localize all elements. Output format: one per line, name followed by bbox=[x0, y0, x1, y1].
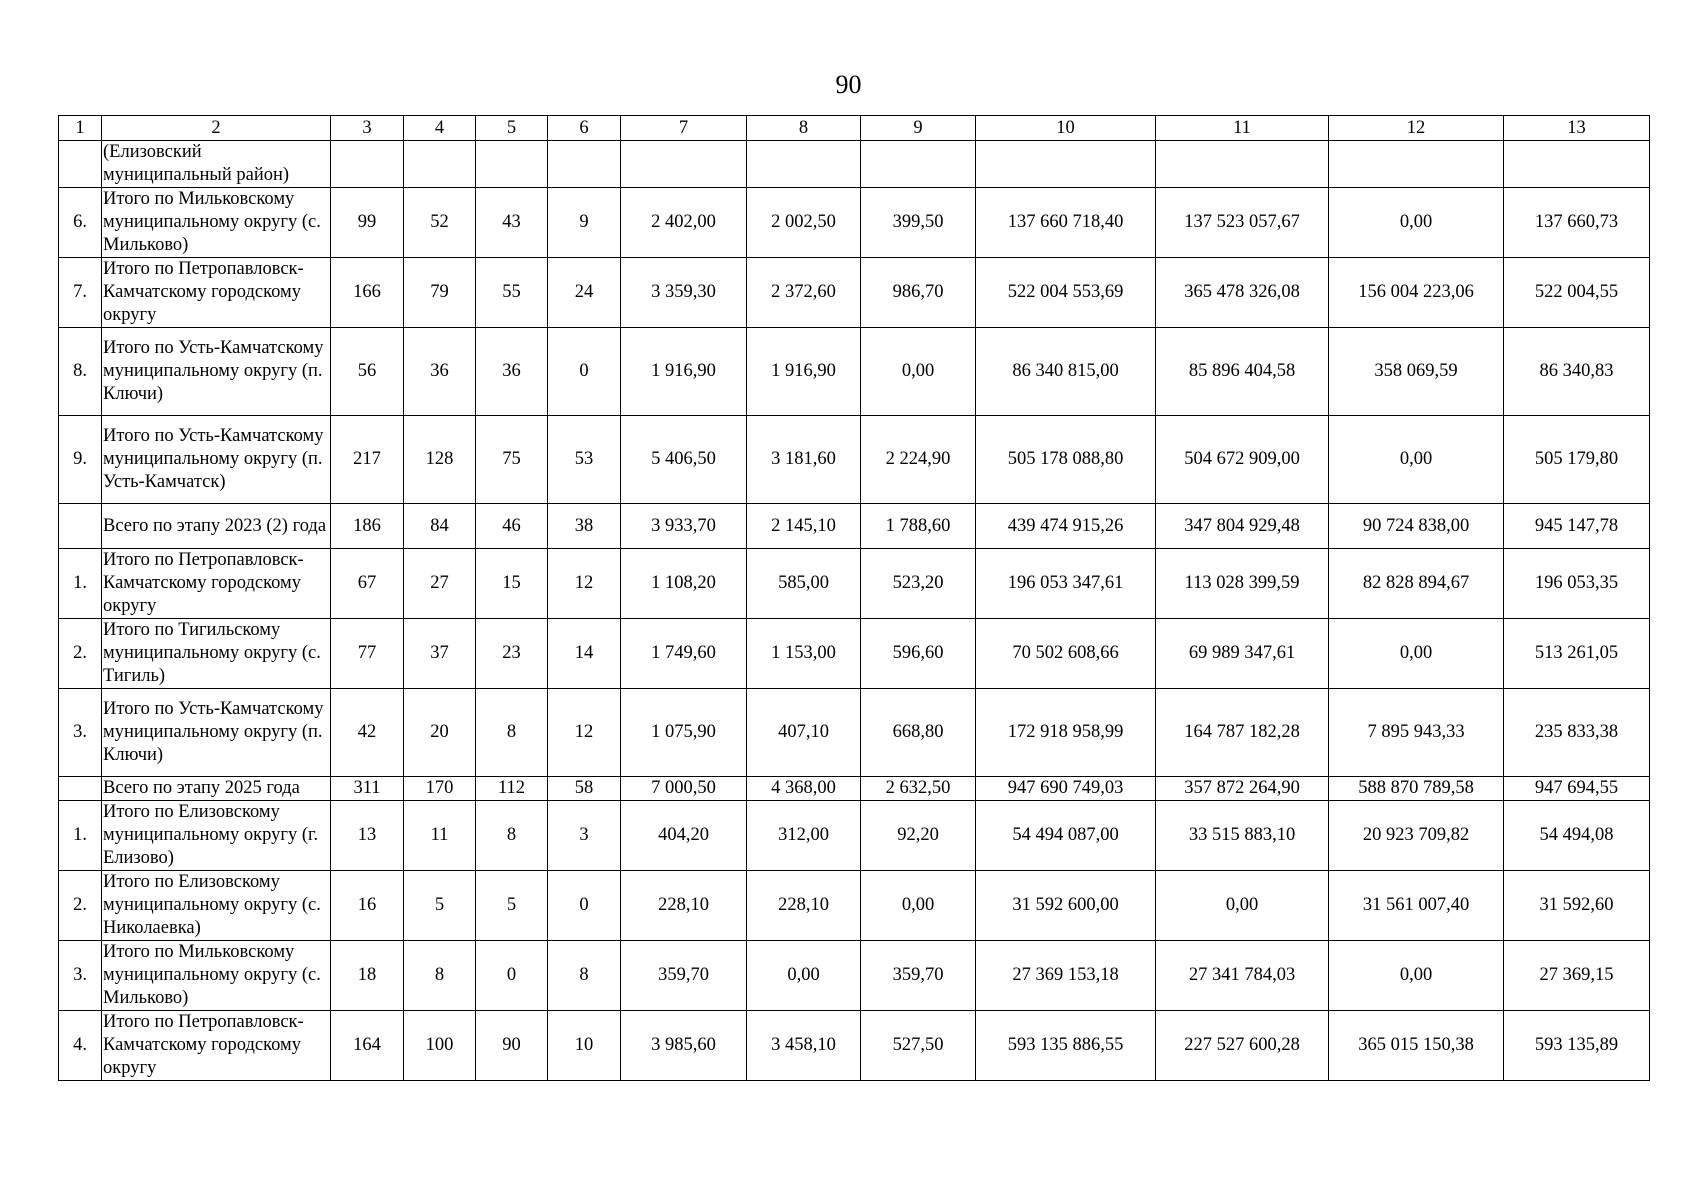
cell-col-7: 1 075,90 bbox=[621, 689, 747, 777]
table-row bbox=[59, 619, 1650, 689]
cell-col-11 bbox=[1156, 141, 1329, 188]
cell-col-4: 20 bbox=[404, 689, 476, 777]
cell-col-12: 0,00 bbox=[1329, 941, 1504, 1011]
cell-col-12: 0,00 bbox=[1329, 619, 1504, 689]
cell-col-8: 1 153,00 bbox=[747, 619, 861, 689]
row-name-cell: Итого по Мильковскому муниципальному округу (с. Мильково) bbox=[102, 188, 331, 258]
cell-col-4: 37 bbox=[404, 619, 476, 689]
cell-col-12: 156 004 223,06 bbox=[1329, 258, 1504, 328]
cell-col-3: 166 bbox=[331, 258, 404, 328]
row-name-cell: Всего по этапу 2023 (2) года bbox=[102, 504, 331, 549]
row-name-cell: (Елизовский муниципальный район) bbox=[102, 141, 331, 188]
cell-col-4: 79 bbox=[404, 258, 476, 328]
cell-col-3: 56 bbox=[331, 328, 404, 416]
cell-col-7: 404,20 bbox=[621, 801, 747, 871]
header-cell: 3 bbox=[331, 116, 404, 141]
cell-col-3: 42 bbox=[331, 689, 404, 777]
cell-col-9: 986,70 bbox=[861, 258, 976, 328]
cell-col-3: 311 bbox=[331, 777, 404, 801]
data-table bbox=[58, 115, 1650, 1081]
cell-col-13: 593 135,89 bbox=[1504, 1011, 1650, 1081]
row-number-cell: 3. bbox=[59, 689, 102, 777]
cell-col-9: 668,80 bbox=[861, 689, 976, 777]
table-row bbox=[59, 141, 1650, 188]
row-number-cell: 2. bbox=[59, 871, 102, 941]
cell-col-12: 588 870 789,58 bbox=[1329, 777, 1504, 801]
cell-col-5 bbox=[476, 141, 548, 188]
cell-col-4: 128 bbox=[404, 416, 476, 504]
row-number-cell: 3. bbox=[59, 941, 102, 1011]
cell-col-8: 2 372,60 bbox=[747, 258, 861, 328]
cell-col-8: 4 368,00 bbox=[747, 777, 861, 801]
cell-col-7: 3 985,60 bbox=[621, 1011, 747, 1081]
cell-col-13: 522 004,55 bbox=[1504, 258, 1650, 328]
cell-col-9: 0,00 bbox=[861, 328, 976, 416]
cell-col-6: 53 bbox=[548, 416, 621, 504]
table-row bbox=[59, 188, 1650, 258]
cell-col-8: 1 916,90 bbox=[747, 328, 861, 416]
cell-col-13: 945 147,78 bbox=[1504, 504, 1650, 549]
cell-col-5: 112 bbox=[476, 777, 548, 801]
cell-col-3: 16 bbox=[331, 871, 404, 941]
page-number: 90 bbox=[835, 70, 862, 99]
cell-col-7: 1 108,20 bbox=[621, 549, 747, 619]
cell-col-9: 359,70 bbox=[861, 941, 976, 1011]
row-number-cell: 1. bbox=[59, 549, 102, 619]
cell-col-9: 2 632,50 bbox=[861, 777, 976, 801]
header-cell: 9 bbox=[861, 116, 976, 141]
row-name-cell: Всего по этапу 2025 года bbox=[102, 777, 331, 801]
cell-col-5: 46 bbox=[476, 504, 548, 549]
cell-col-11: 0,00 bbox=[1156, 871, 1329, 941]
cell-col-8: 312,00 bbox=[747, 801, 861, 871]
row-name-cell: Итого по Петропавловск-Камчатскому городскому округу bbox=[102, 549, 331, 619]
cell-col-3: 217 bbox=[331, 416, 404, 504]
cell-col-12: 31 561 007,40 bbox=[1329, 871, 1504, 941]
cell-col-13 bbox=[1504, 141, 1650, 188]
cell-col-7: 3 359,30 bbox=[621, 258, 747, 328]
row-name-cell: Итого по Петропавловск-Камчатскому городскому округу bbox=[102, 1011, 331, 1081]
cell-col-11: 113 028 399,59 bbox=[1156, 549, 1329, 619]
cell-col-5: 90 bbox=[476, 1011, 548, 1081]
cell-col-8: 407,10 bbox=[747, 689, 861, 777]
cell-col-13: 27 369,15 bbox=[1504, 941, 1650, 1011]
cell-col-11: 357 872 264,90 bbox=[1156, 777, 1329, 801]
cell-col-12: 7 895 943,33 bbox=[1329, 689, 1504, 777]
table-row bbox=[59, 416, 1650, 504]
row-number-cell: 2. bbox=[59, 619, 102, 689]
cell-col-6: 3 bbox=[548, 801, 621, 871]
row-number-cell bbox=[59, 141, 102, 188]
cell-col-11: 137 523 057,67 bbox=[1156, 188, 1329, 258]
cell-col-11: 347 804 929,48 bbox=[1156, 504, 1329, 549]
cell-col-4: 100 bbox=[404, 1011, 476, 1081]
row-number-cell bbox=[59, 777, 102, 801]
cell-col-8: 3 181,60 bbox=[747, 416, 861, 504]
cell-col-12: 20 923 709,82 bbox=[1329, 801, 1504, 871]
cell-col-7: 1 916,90 bbox=[621, 328, 747, 416]
cell-col-3: 186 bbox=[331, 504, 404, 549]
table-row bbox=[59, 1011, 1650, 1081]
cell-col-13: 86 340,83 bbox=[1504, 328, 1650, 416]
cell-col-11: 33 515 883,10 bbox=[1156, 801, 1329, 871]
cell-col-3: 18 bbox=[331, 941, 404, 1011]
cell-col-13: 137 660,73 bbox=[1504, 188, 1650, 258]
cell-col-10: 137 660 718,40 bbox=[976, 188, 1156, 258]
cell-col-13: 947 694,55 bbox=[1504, 777, 1650, 801]
cell-col-6: 12 bbox=[548, 549, 621, 619]
cell-col-12: 90 724 838,00 bbox=[1329, 504, 1504, 549]
cell-col-6: 0 bbox=[548, 328, 621, 416]
cell-col-13: 54 494,08 bbox=[1504, 801, 1650, 871]
cell-col-13: 505 179,80 bbox=[1504, 416, 1650, 504]
header-cell: 13 bbox=[1504, 116, 1650, 141]
cell-col-3 bbox=[331, 141, 404, 188]
table-row bbox=[59, 258, 1650, 328]
cell-col-9: 1 788,60 bbox=[861, 504, 976, 549]
cell-col-12 bbox=[1329, 141, 1504, 188]
table-row bbox=[59, 871, 1650, 941]
cell-col-6: 10 bbox=[548, 1011, 621, 1081]
cell-col-11: 27 341 784,03 bbox=[1156, 941, 1329, 1011]
cell-col-10: 86 340 815,00 bbox=[976, 328, 1156, 416]
row-name-cell: Итого по Мильковскому муниципальному округу (с. Мильково) bbox=[102, 941, 331, 1011]
cell-col-5: 0 bbox=[476, 941, 548, 1011]
cell-col-6: 14 bbox=[548, 619, 621, 689]
cell-col-5: 23 bbox=[476, 619, 548, 689]
cell-col-9: 2 224,90 bbox=[861, 416, 976, 504]
cell-col-8: 0,00 bbox=[747, 941, 861, 1011]
cell-col-9: 0,00 bbox=[861, 871, 976, 941]
cell-col-6 bbox=[548, 141, 621, 188]
cell-col-13: 513 261,05 bbox=[1504, 619, 1650, 689]
cell-col-5: 75 bbox=[476, 416, 548, 504]
cell-col-10: 439 474 915,26 bbox=[976, 504, 1156, 549]
cell-col-4: 27 bbox=[404, 549, 476, 619]
header-cell: 12 bbox=[1329, 116, 1504, 141]
table-row bbox=[59, 504, 1650, 549]
table-row bbox=[59, 689, 1650, 777]
cell-col-9: 92,20 bbox=[861, 801, 976, 871]
row-name-cell: Итого по Елизовскому муниципальному округу (г. Елизово) bbox=[102, 801, 331, 871]
cell-col-10: 31 592 600,00 bbox=[976, 871, 1156, 941]
header-cell: 7 bbox=[621, 116, 747, 141]
cell-col-10 bbox=[976, 141, 1156, 188]
cell-col-10: 27 369 153,18 bbox=[976, 941, 1156, 1011]
cell-col-11: 69 989 347,61 bbox=[1156, 619, 1329, 689]
cell-col-3: 77 bbox=[331, 619, 404, 689]
cell-col-8: 3 458,10 bbox=[747, 1011, 861, 1081]
row-number-cell: 4. bbox=[59, 1011, 102, 1081]
cell-col-7: 1 749,60 bbox=[621, 619, 747, 689]
table-row bbox=[59, 801, 1650, 871]
cell-col-10: 196 053 347,61 bbox=[976, 549, 1156, 619]
cell-col-8: 2 002,50 bbox=[747, 188, 861, 258]
table-header-row bbox=[59, 116, 1650, 141]
cell-col-8: 2 145,10 bbox=[747, 504, 861, 549]
header-cell: 6 bbox=[548, 116, 621, 141]
cell-col-7: 2 402,00 bbox=[621, 188, 747, 258]
row-number-cell: 8. bbox=[59, 328, 102, 416]
cell-col-9: 399,50 bbox=[861, 188, 976, 258]
cell-col-4: 5 bbox=[404, 871, 476, 941]
cell-col-8: 228,10 bbox=[747, 871, 861, 941]
table-row bbox=[59, 777, 1650, 801]
cell-col-4 bbox=[404, 141, 476, 188]
header-cell: 8 bbox=[747, 116, 861, 141]
header-cell: 10 bbox=[976, 116, 1156, 141]
table-row bbox=[59, 328, 1650, 416]
cell-col-6: 12 bbox=[548, 689, 621, 777]
cell-col-10: 522 004 553,69 bbox=[976, 258, 1156, 328]
cell-col-10: 593 135 886,55 bbox=[976, 1011, 1156, 1081]
cell-col-9: 523,20 bbox=[861, 549, 976, 619]
cell-col-6: 0 bbox=[548, 871, 621, 941]
table-row bbox=[59, 549, 1650, 619]
cell-col-4: 52 bbox=[404, 188, 476, 258]
cell-col-12: 0,00 bbox=[1329, 416, 1504, 504]
cell-col-13: 196 053,35 bbox=[1504, 549, 1650, 619]
table-body bbox=[59, 116, 1650, 1081]
cell-col-4: 84 bbox=[404, 504, 476, 549]
cell-col-7: 228,10 bbox=[621, 871, 747, 941]
cell-col-8: 585,00 bbox=[747, 549, 861, 619]
row-number-cell bbox=[59, 504, 102, 549]
row-name-cell: Итого по Елизовскому муниципальному округу (с. Николаевка) bbox=[102, 871, 331, 941]
cell-col-4: 8 bbox=[404, 941, 476, 1011]
cell-col-5: 8 bbox=[476, 801, 548, 871]
cell-col-11: 227 527 600,28 bbox=[1156, 1011, 1329, 1081]
row-number-cell: 6. bbox=[59, 188, 102, 258]
cell-col-9: 527,50 bbox=[861, 1011, 976, 1081]
table-row bbox=[59, 941, 1650, 1011]
cell-col-6: 9 bbox=[548, 188, 621, 258]
cell-col-5: 5 bbox=[476, 871, 548, 941]
header-cell: 4 bbox=[404, 116, 476, 141]
cell-col-10: 70 502 608,66 bbox=[976, 619, 1156, 689]
cell-col-9: 596,60 bbox=[861, 619, 976, 689]
cell-col-10: 54 494 087,00 bbox=[976, 801, 1156, 871]
cell-col-7: 359,70 bbox=[621, 941, 747, 1011]
cell-col-4: 170 bbox=[404, 777, 476, 801]
cell-col-3: 67 bbox=[331, 549, 404, 619]
cell-col-12: 358 069,59 bbox=[1329, 328, 1504, 416]
cell-col-7: 3 933,70 bbox=[621, 504, 747, 549]
cell-col-7: 5 406,50 bbox=[621, 416, 747, 504]
cell-col-5: 8 bbox=[476, 689, 548, 777]
cell-col-13: 31 592,60 bbox=[1504, 871, 1650, 941]
cell-col-7: 7 000,50 bbox=[621, 777, 747, 801]
cell-col-12: 365 015 150,38 bbox=[1329, 1011, 1504, 1081]
cell-col-8 bbox=[747, 141, 861, 188]
row-number-cell: 9. bbox=[59, 416, 102, 504]
row-number-cell: 7. bbox=[59, 258, 102, 328]
cell-col-10: 172 918 958,99 bbox=[976, 689, 1156, 777]
header-cell: 5 bbox=[476, 116, 548, 141]
header-cell: 2 bbox=[102, 116, 331, 141]
cell-col-3: 99 bbox=[331, 188, 404, 258]
row-name-cell: Итого по Петропавловск-Камчатскому городскому округу bbox=[102, 258, 331, 328]
cell-col-3: 164 bbox=[331, 1011, 404, 1081]
header-cell: 11 bbox=[1156, 116, 1329, 141]
row-name-cell: Итого по Усть-Камчатскому муниципальному округу (п. Ключи) bbox=[102, 328, 331, 416]
cell-col-3: 13 bbox=[331, 801, 404, 871]
cell-col-9 bbox=[861, 141, 976, 188]
cell-col-7 bbox=[621, 141, 747, 188]
row-name-cell: Итого по Тигильскому муниципальному округу (с. Тигиль) bbox=[102, 619, 331, 689]
cell-col-6: 24 bbox=[548, 258, 621, 328]
cell-col-5: 15 bbox=[476, 549, 548, 619]
row-name-cell: Итого по Усть-Камчатскому муниципальному округу (п. Усть-Камчатск) bbox=[102, 416, 331, 504]
cell-col-4: 11 bbox=[404, 801, 476, 871]
row-name-cell: Итого по Усть-Камчатскому муниципальному округу (п. Ключи) bbox=[102, 689, 331, 777]
cell-col-5: 43 bbox=[476, 188, 548, 258]
cell-col-11: 365 478 326,08 bbox=[1156, 258, 1329, 328]
row-number-cell: 1. bbox=[59, 801, 102, 871]
cell-col-11: 85 896 404,58 bbox=[1156, 328, 1329, 416]
cell-col-5: 55 bbox=[476, 258, 548, 328]
cell-col-6: 38 bbox=[548, 504, 621, 549]
header-cell: 1 bbox=[59, 116, 102, 141]
cell-col-5: 36 bbox=[476, 328, 548, 416]
cell-col-11: 504 672 909,00 bbox=[1156, 416, 1329, 504]
cell-col-6: 8 bbox=[548, 941, 621, 1011]
cell-col-6: 58 bbox=[548, 777, 621, 801]
cell-col-10: 947 690 749,03 bbox=[976, 777, 1156, 801]
cell-col-4: 36 bbox=[404, 328, 476, 416]
cell-col-10: 505 178 088,80 bbox=[976, 416, 1156, 504]
cell-col-11: 164 787 182,28 bbox=[1156, 689, 1329, 777]
cell-col-12: 0,00 bbox=[1329, 188, 1504, 258]
cell-col-12: 82 828 894,67 bbox=[1329, 549, 1504, 619]
cell-col-13: 235 833,38 bbox=[1504, 689, 1650, 777]
